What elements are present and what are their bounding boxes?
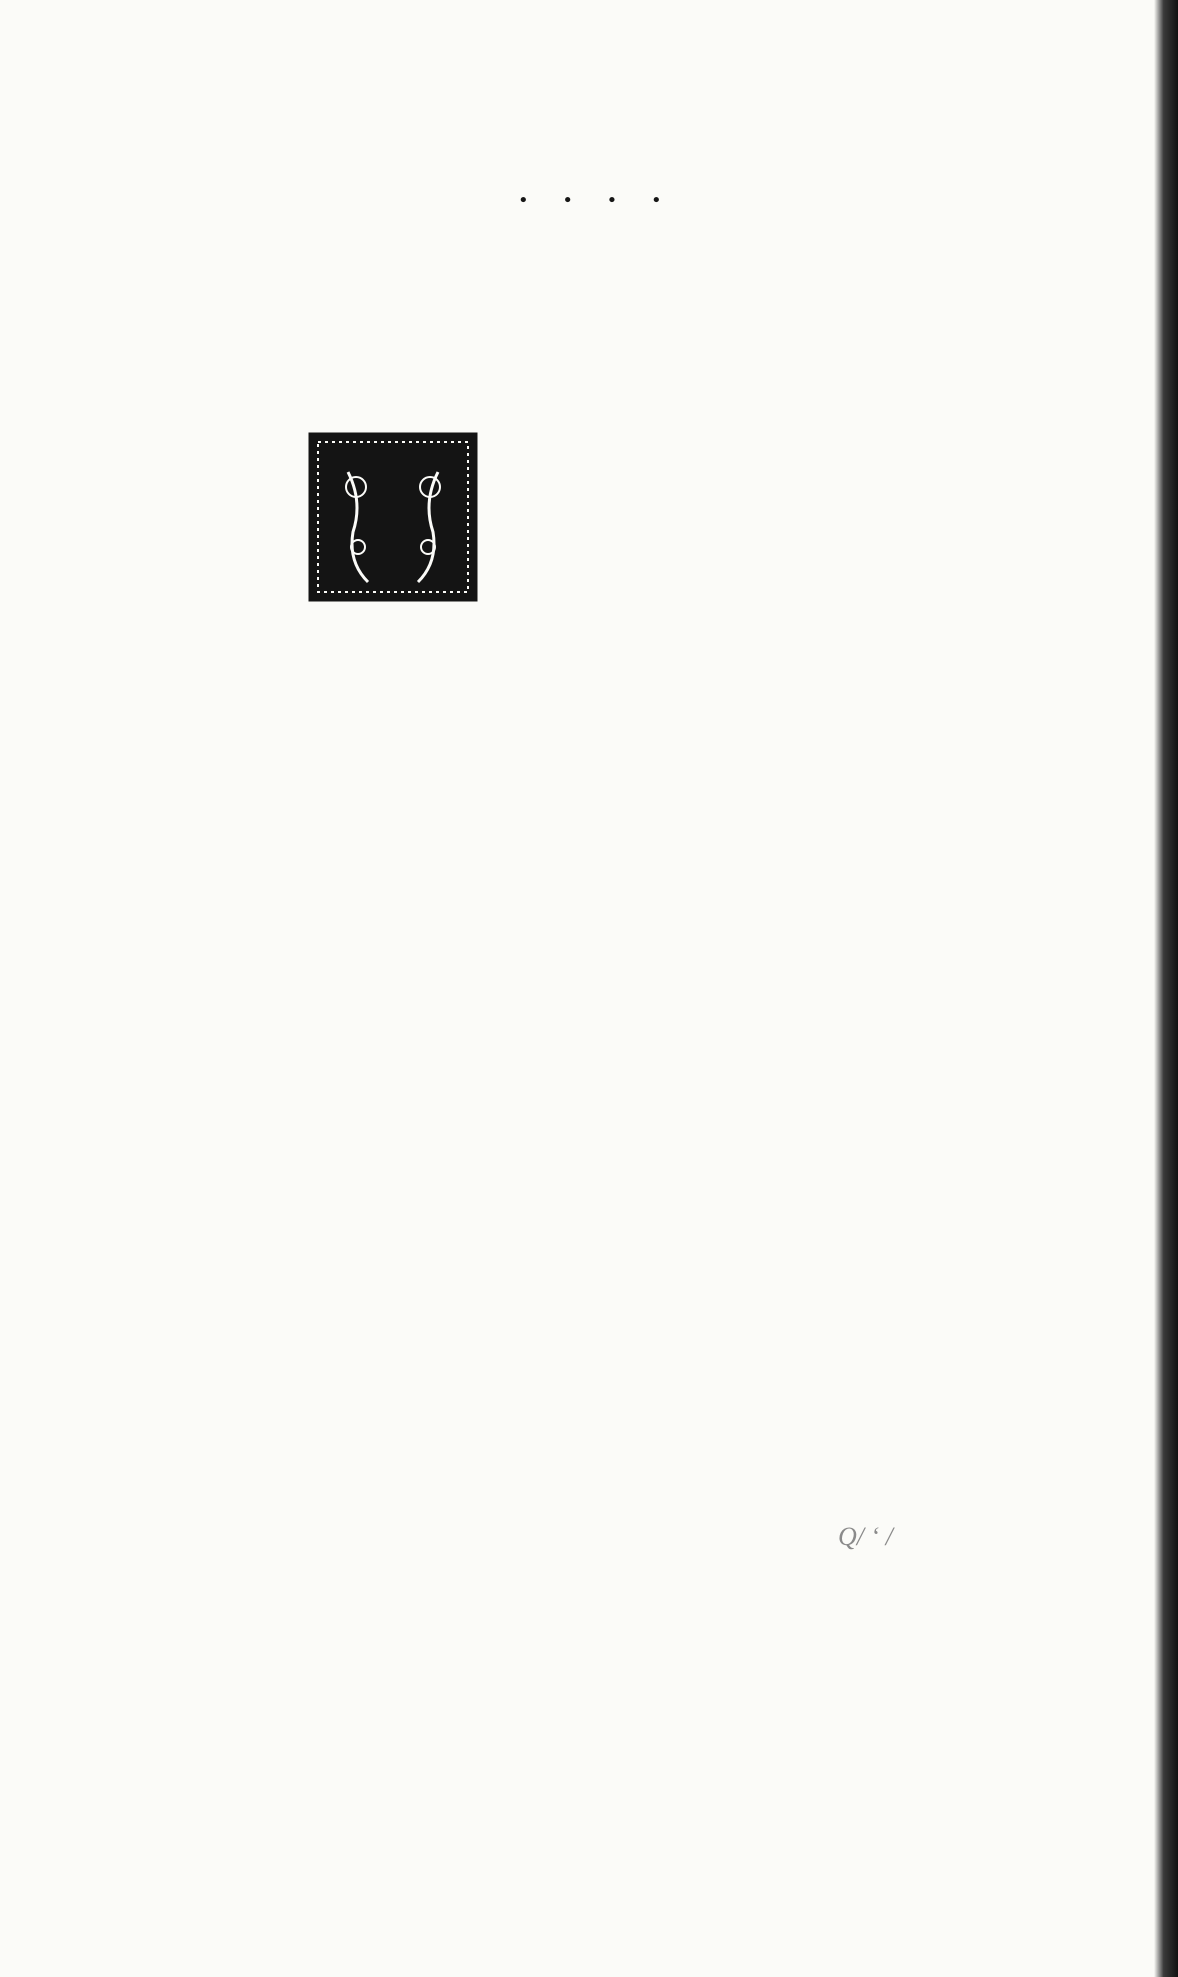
page-binding-edge [1154,0,1178,1977]
ornament-dots: • • • • [518,190,676,211]
decorated-initial-letter [308,432,478,602]
marginal-note: Q/ ‘ / [838,1522,893,1551]
